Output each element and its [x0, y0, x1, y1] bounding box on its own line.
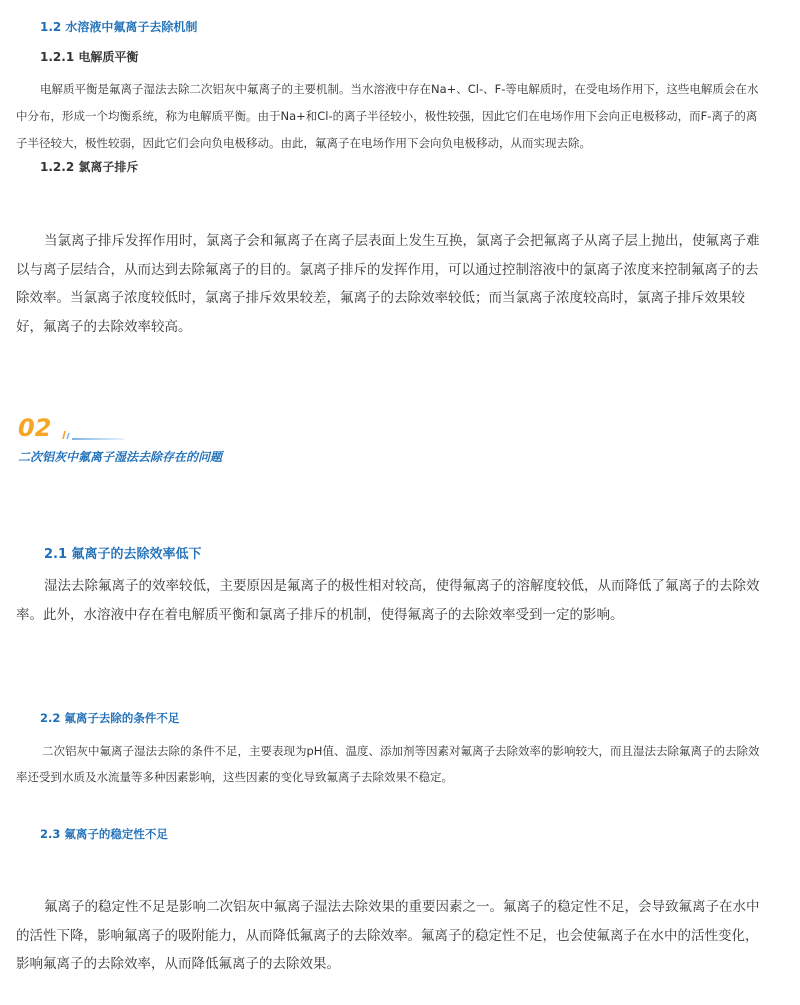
- badge-divider-line: [72, 438, 124, 440]
- section-2-2-paragraph: 二次铝灰中氟离子湿法去除的条件不足，主要表现为pH值、温度、添加剂等因素对氟离子去除效率的影响较大，而且湿法去除氟离子的去除效率还受到水质及水流量等多种因素影响，这些因素的变化导致氟离子去除效果不稳定。: [16, 744, 760, 784]
- section-2-heading: 二次铝灰中氟离子湿法去除存在的问题: [18, 450, 223, 464]
- section-2-number: 02: [18, 414, 52, 442]
- section-1-2-2-heading: 1.2.2 氯离子排斥: [40, 160, 139, 174]
- section-1-2-heading: 1.2 水溶液中氟离子去除机制: [40, 20, 198, 34]
- section-2-number-badge: [18, 414, 51, 442]
- section-1-2-1-heading: 1.2.1 电解质平衡: [40, 50, 139, 64]
- section-2-1-heading: 2.1 氟离子的去除效率低下: [44, 547, 202, 562]
- section-2-2-heading: 2.2 氟离子去除的条件不足: [40, 711, 180, 725]
- section-2-3-paragraph: 氟离子的稳定性不足是影响二次铝灰中氟离子湿法去除效果的重要因素之一。氟离子的稳定性不足，会导致氟离子在水中的活性下降，影响氟离子的吸附能力，从而降低氟离子的去除效率。氟离子的稳定性不足，也会使氟离子在水中的活性变化，影响氟离子的去除效率，从而降低氟离子的去除效果。: [16, 899, 760, 972]
- section-1-2-1-paragraph: 电解质平衡是氟离子湿法去除二次铝灰中氟离子的主要机制。当水溶液中存在Na+、Cl-、F-等电解质时，在受电场作用下，这些电解质会在水中分布，形成一个均衡系统，称为电解质平衡。由于Na+和Cl-的离子半径较小，极性较强，因此它们在电场作用下会向正电极移动，而F-离子的离子半径较大，极性较弱，因此它们会向负电极移动。由此，氟离子在电场作用下会向负电极移动，从而实现去除。: [16, 82, 759, 150]
- section-2-3-heading: 2.3 氟离子的稳定性不足: [40, 827, 168, 841]
- section-2-1-paragraph: 湿法去除氟离子的效率较低，主要原因是氟离子的极性相对较高，使得氟离子的溶解度较低，从而降低了氟离子的去除效率。此外，水溶液中存在着电解质平衡和氯离子排斥的机制，使得氟离子的去除效率受到一定的影响。: [16, 578, 760, 623]
- section-1-2-2-paragraph: 当氯离子排斥发挥作用时，氯离子会和氟离子在离子层表面上发生互换，氯离子会把氟离子从离子层上抛出，使氟离子难以与离子层结合，从而达到去除氟离子的目的。氯离子排斥的发挥作用，可以通过控制溶液中的氯离子浓度来控制氟离子的去除效率。当氯离子浓度较低时，氯离子排斥效果较差，氟离子的去除效率较低；而当氯离子浓度较高时，氯离子排斥效果较好，氟离子的去除效率较高。: [16, 233, 760, 335]
